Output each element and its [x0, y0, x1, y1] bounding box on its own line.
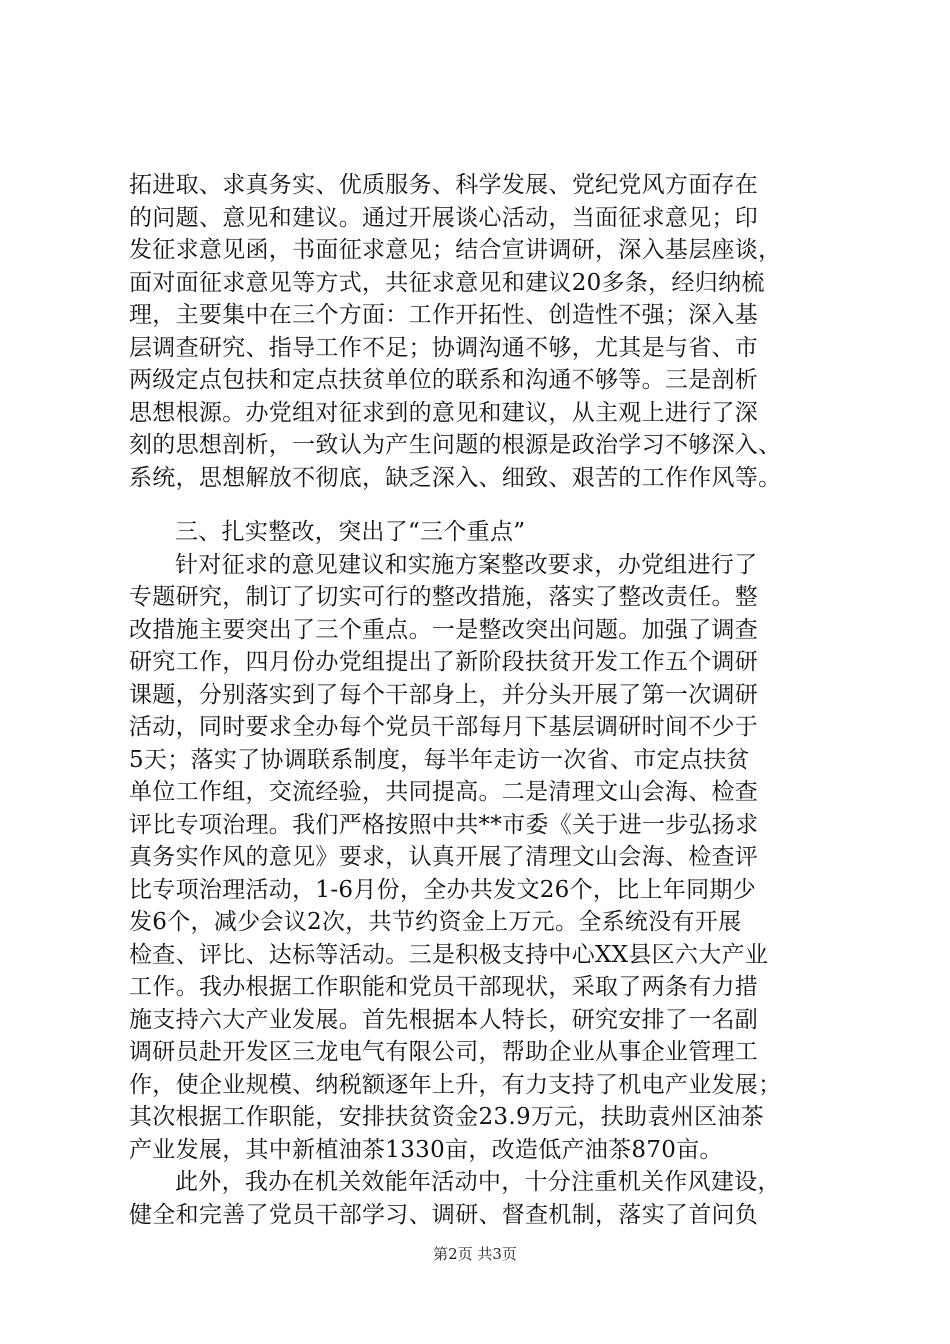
text-line: 真务实作风的意见》要求，认真开展了清理文山会海、检查评 [129, 844, 759, 870]
text-line: 发6个，减少会议2次，共节约资金上万元。全系统没有开展 [129, 909, 742, 935]
text-line: 调研员赴开发区三龙电气有限公司，帮助企业从事企业管理工 [129, 1039, 759, 1065]
text-line: 理，主要集中在三个方面：工作开拓性、创造性不强；深入基 [129, 302, 759, 328]
text-line: 产业发展，其中新植油茶1330亩，改造低产油茶870亩。 [129, 1136, 723, 1163]
text-line: 改措施主要突出了三个重点。一是整改突出问题。加强了调查 [129, 616, 759, 643]
document-body [129, 169, 849, 1231]
text-line: 的问题、意见和建议。通过开展谈心活动，当面征求意见；印 [129, 204, 759, 231]
text-line: 拓进取、求真务实、优质服务、科学发展、党纪党风方面存在 [129, 172, 759, 198]
paragraph-continuation [129, 169, 849, 494]
text-line: 其次根据工作职能，安排扶贫资金23.9万元，扶助袁州区油茶 [129, 1104, 764, 1130]
text-line: 此外，我办在机关效能年活动中，十分注重机关作风建设， [175, 1169, 781, 1195]
paragraph-additional [129, 1166, 849, 1231]
text-line: 发征求意见函，书面征求意见；结合宣讲调研，深入基层座谈， [129, 237, 782, 263]
text-line: 评比专项治理。我们严格按照中共**市委《关于进一步弘扬求 [129, 811, 759, 838]
section-heading [129, 516, 849, 549]
text-line: 针对征求的意见建议和实施方案整改要求，办党组进行了 [175, 551, 758, 578]
page-footer [0, 1244, 950, 1264]
text-line: 层调查研究、指导工作不足；协调沟通不够，尤其是与省、市 [129, 334, 759, 361]
text-line: 单位工作组，交流经验，共同提高。二是清理文山会海、检查 [129, 779, 759, 805]
text-line: 工作。我办根据工作职能和党员干部现状，采取了两条有力措 [129, 974, 759, 1000]
section-heading-text: 三、扎实整改，突出了“三个重点” [175, 519, 526, 545]
page-number-label: 第2页 共3页 [433, 1245, 517, 1263]
text-line: 思想根源。办党组对征求到的意见和建议，从主观上进行了深 [129, 399, 759, 426]
text-line: 课题，分别落实到了每个干部身上，并分头开展了第一次调研 [129, 681, 759, 708]
text-line: 健全和完善了党员干部学习、调研、督查机制，落实了首问负 [129, 1201, 759, 1228]
text-line: 研究工作，四月份办党组提出了新阶段扶贫开发工作五个调研 [129, 649, 759, 675]
text-line: 活动，同时要求全办每个党员干部每月下基层调研时间不少于 [129, 714, 759, 740]
text-line: 5天；落实了协调联系制度，每半年走访一次省、市定点扶贫 [129, 746, 750, 773]
text-line: 施支持六大产业发展。首先根据本人特长，研究安排了一名副 [129, 1006, 759, 1033]
text-line: 专题研究，制订了切实可行的整改措施，落实了整改责任。整 [129, 584, 759, 610]
text-line: 检查、评比、达标等活动。三是积极支持中心XX县区六大产业 [129, 941, 769, 968]
text-line: 两级定点包扶和定点扶贫单位的联系和沟通不够等。三是剖析 [129, 367, 759, 393]
paragraph-spacer [129, 494, 849, 516]
paragraph-rectification [129, 549, 849, 1167]
text-line: 面对面征求意见等方式，共征求意见和建议20多条，经归纳梳 [129, 269, 765, 296]
text-line: 刻的思想剖析，一致认为产生问题的根源是政治学习不够深入、 [129, 432, 782, 458]
text-line: 作，使企业规模、纳税额逐年上升，有力支持了机电产业发展； [129, 1071, 782, 1098]
text-line: 系统，思想解放不彻底，缺乏深入、细致、艰苦的工作作风等。 [129, 464, 782, 491]
text-line: 比专项治理活动，1-6月份，全办共发文26个，比上年同期少 [129, 876, 757, 903]
